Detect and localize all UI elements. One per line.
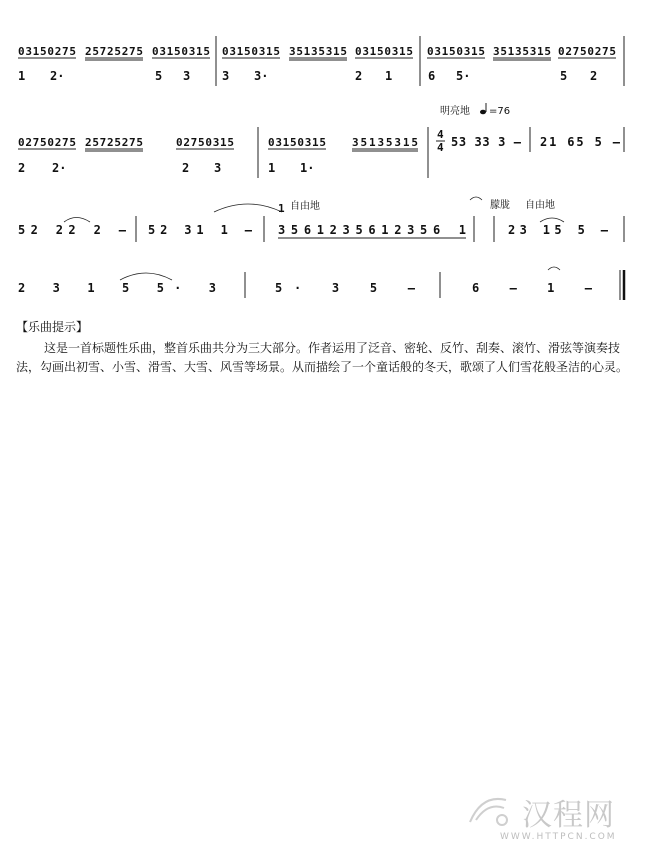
note-group: 03150315 [152,45,210,58]
low-note: 2 [18,161,26,175]
fermata-icon [548,267,560,270]
note-group: 02750275 [18,136,76,149]
note-group: 02750315 [176,136,234,149]
expression-label: 自由地 [525,200,555,211]
tempo-marking: 明亮地 [440,106,470,117]
melody-measure: 23 15 5 – [508,223,608,237]
cadenza-top-note: 1 [278,202,285,215]
music-tips [16,318,628,377]
low-note: 2· [52,161,67,175]
time-signature-bottom: 4 [437,141,444,154]
low-note: 2 [590,69,598,83]
note-group: 03150315 [268,136,326,149]
cadenza-label: 自由地 [290,201,320,212]
note-group: 03150315 [427,45,485,58]
fermata-icon [470,197,482,200]
low-note: 2 [182,161,190,175]
note-group: 35135315 [493,45,551,58]
note-group: 02750275 [558,45,616,58]
low-note: 1 [385,69,393,83]
low-note: 1 [268,161,276,175]
snowflake-logo-icon [462,790,518,830]
low-note: 2· [50,69,65,83]
note-group: 03150315 [355,45,413,58]
low-note: 5 [155,69,163,83]
low-note: 6 [428,69,436,83]
low-note: 3· [254,69,269,83]
low-note: 1· [300,161,315,175]
melody-measure: 2 3 1 5 5· 3 [18,281,216,295]
melody-measure: 52 22 2 – [18,223,126,237]
time-signature-top: 4 [437,128,444,141]
melody-measure: 53 33 3 – [451,135,521,149]
note-group: 35135315 [289,45,347,58]
score-line-1 [18,36,624,86]
note-group: 03150315 [222,45,280,58]
low-note: 5· [456,69,471,83]
low-note: 1 [18,69,26,83]
quarter-note-icon [480,110,486,115]
note-group: 25725275 [85,136,143,149]
tips-title: 【乐曲提示】 [16,320,89,334]
score-line-3 [18,197,624,242]
low-note: 3 [214,161,222,175]
watermark-brand: 汉程网 [522,798,615,833]
note-group: 03150275 [18,45,76,58]
note-group: 25725275 [85,45,143,58]
score-line-2 [18,103,624,178]
watermark [462,788,632,848]
tips-body: 这是一首标题性乐曲，整首乐曲共分为三大部分。作者运用了泛音、密轮、反竹、刮奏、滚竹、滑弦等演奏技法，勾画出初雪、小雪、滑雪、大雪、风雪等场景。从而描绘了一个童话般的冬天，歌颂了人们雪花般圣洁的心灵。 [16,341,629,374]
expression-label: 朦胧 [490,200,510,211]
melody-measure: 21 65 5 – [540,135,620,149]
watermark-url: WWW.HTTPCN.COM [500,832,617,842]
tempo-value: =76 [489,106,511,117]
score-line-4 [18,267,624,300]
melody-measure: 5· 3 5 – [275,281,415,295]
low-note: 3 [222,69,230,83]
music-score [0,0,645,310]
low-note: 5 [560,69,568,83]
melody-measure: 6 – 1 – [472,281,592,295]
cadenza-notes: 3561235612356 1 [278,223,466,237]
low-note: 3 [183,69,191,83]
low-note: 2 [355,69,363,83]
melody-measure: 52 31 1 – [148,223,252,237]
note-group: 35135315 [352,136,418,149]
